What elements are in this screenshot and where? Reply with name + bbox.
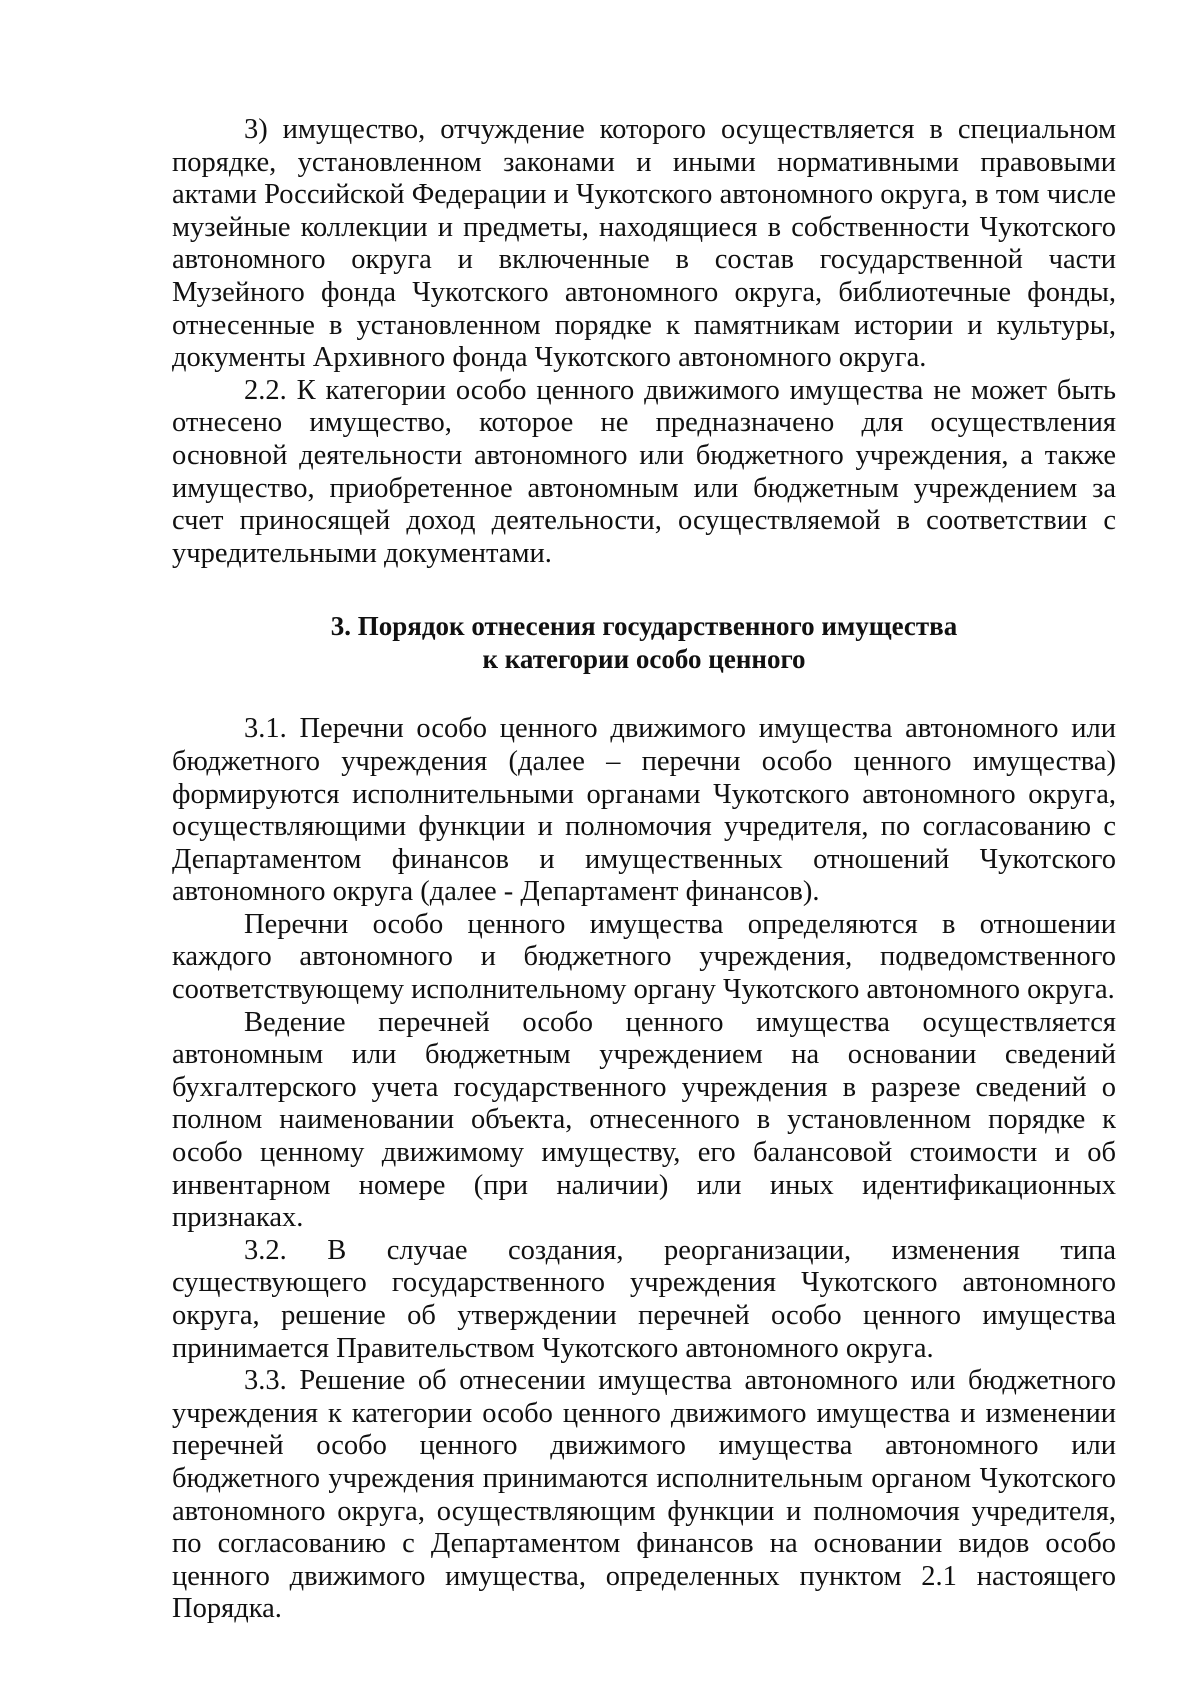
paragraph-lists-maintenance: Ведение перечней особо ценного имущества осуществляется автономным или бюджетным учреждением на основании сведений бухгалтерского учета государственного учреждения в разрезе сведений о полном наименовании объекта, отнесенного в установленном порядке к особо ценному движимому имуществу, его балансовой стоимости и об инвентарном номере (при наличии) или иных идентификационных признаках. xyxy=(172,1006,1116,1234)
section-3-heading xyxy=(172,610,1116,675)
section-3-heading-line2: к категории особо ценного xyxy=(482,643,806,674)
paragraph-3-3: 3.3. Решение об отнесении имущества автономного или бюджетного учреждения к категории особо ценного движимого имущества и изменении перечней особо ценного движимого имущества автономного или бюджетного учреждения принимаются исполнительным органом Чукотского автономного округа, осуществляющим функции и полномочия учредителя, по согласованию с Департаментом финансов на основании видов особо ценного движимого имущества, определенных пунктом 2.1 настоящего Порядка. xyxy=(172,1365,1116,1625)
section-3-heading-line1: 3. Порядок отнесения государственного имущества xyxy=(330,611,958,642)
paragraph-2-2: 2.2. К категории особо ценного движимого имущества не может быть отнесено имущество, которое не предназначено для осуществления основной деятельности автономного или бюджетного учреждения, а также имущество, приобретенное автономным или бюджетным учреждением за счет приносящей доход деятельности, осуществляемой в соответствии с учредительными документами. xyxy=(172,374,1116,569)
paragraph-3-2: 3.2. В случае создания, реорганизации, изменения типа существующего государственного учреждения Чукотского автономного округа, решение об утверждении перечней особо ценного имущества принимается Правительством Чукотского автономного округа. xyxy=(172,1234,1116,1364)
document-page xyxy=(172,114,1116,1626)
paragraph-lists-definition: Перечни особо ценного имущества определяются в отношении каждого автономного и бюджетного учреждения, подведомственного соответствующему исполнительному органу Чукотского автономного округа. xyxy=(172,908,1116,1006)
paragraph-3-1: 3.1. Перечни особо ценного движимого имущества автономного или бюджетного учреждения (далее – перечни особо ценного имущества) формируются исполнительными органами Чукотского автономного округа, осуществляющими функции и полномочия учредителя, по согласованию с Департаментом финансов и имущественных отношений Чукотского автономного округа (далее - Департамент финансов). xyxy=(172,713,1116,908)
paragraph-item-3: 3) имущество, отчуждение которого осуществляется в специальном порядке, установленном законами и иными нормативными правовыми актами Российской Федерации и Чукотского автономного округа, в том числе музейные коллекции и предметы, находящиеся в собственности Чукотского автономного округа и включенные в состав государственной части Музейного фонда Чукотского автономного округа, библиотечные фонды, отнесенные в установленном порядке к памятникам истории и культуры, документы Архивного фонда Чукотского автономного округа. xyxy=(172,114,1116,374)
